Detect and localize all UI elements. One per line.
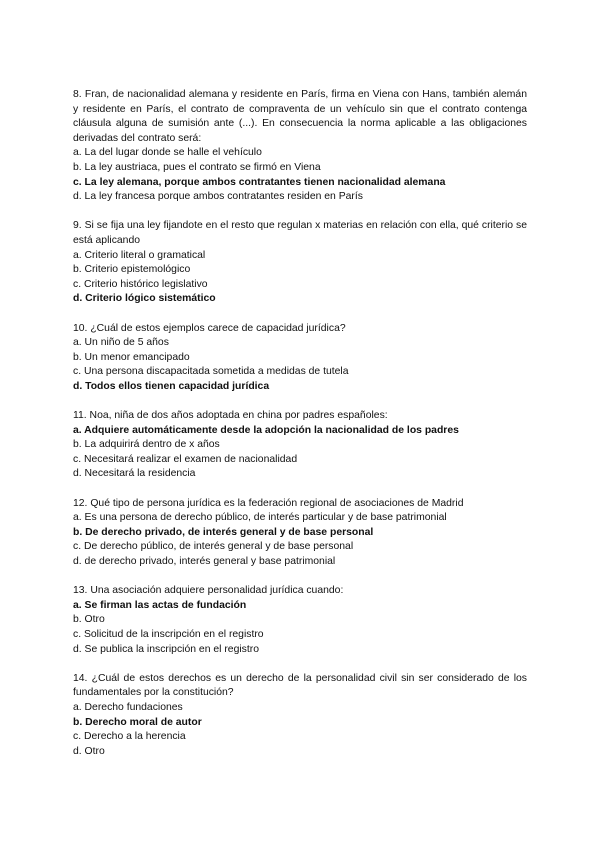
option-d: d. de derecho privado, interés general y base patrimonial: [73, 556, 336, 567]
option-c: c. Derecho a la herencia: [73, 731, 186, 743]
option-c: c. Solicitud de la inscripción en el registro: [73, 628, 264, 640]
question-13: [73, 584, 527, 657]
question-text: 13. Una asociación adquiere personalidad jurídica cuando:: [73, 585, 344, 597]
option-c: c. Criterio histórico legislativo: [73, 278, 208, 290]
question-14: [73, 672, 527, 760]
option-d: d. Todos ellos tienen capacidad jurídica: [73, 380, 270, 392]
option-c: c. Necesitará realizar el examen de nacionalidad: [73, 453, 298, 465]
option-d: d. La ley francesa porque ambos contratantes residen en París: [73, 191, 363, 203]
option-b: b. Derecho moral de autor: [73, 716, 202, 728]
option-c: c. La ley alemana, porque ambos contratantes tienen nacionalidad alemana: [73, 176, 446, 188]
question-11: [73, 409, 527, 482]
question-text: 9. Si se fija una ley fijandote en el resto que regulan x materias en relación con ella, qué criterio se está aplicando: [73, 220, 527, 246]
option-b: b. De derecho privado, de interés general y de base personal: [73, 526, 374, 538]
question-text: 14. ¿Cuál de estos derechos es un derecho de la personalidad civil sin ser considerado de los fundamentales por la constitución?: [73, 672, 527, 699]
question-text: 11. Noa, niña de dos años adoptada en china por padres españoles:: [73, 410, 388, 422]
option-d: d. Criterio lógico sistemático: [73, 293, 216, 305]
option-a: a. Derecho fundaciones: [73, 701, 183, 713]
question-text: 10. ¿Cuál de estos ejemplos carece de capacidad jurídica?: [73, 322, 346, 334]
question-text: 12. Qué tipo de persona jurídica es la federación regional de asociaciones de Madrid: [73, 497, 464, 509]
option-b: b. La ley austriaca, pues el contrato se firmó en Viena: [73, 161, 321, 173]
option-a: a. Un niño de 5 años: [73, 337, 169, 349]
option-d: d. Otro: [73, 745, 105, 757]
option-a: a. Adquiere automáticamente desde la adopción la nacionalidad de los padres: [73, 424, 459, 436]
question-12: [73, 497, 527, 570]
option-d: d. Necesitará la residencia: [73, 468, 196, 480]
option-d: d. Se publica la inscripción en el registro: [73, 643, 259, 655]
option-a: a. La del lugar donde se halle el vehículo: [73, 147, 262, 159]
option-a: a. Criterio literal o gramatical: [73, 249, 206, 261]
question-list: [73, 88, 527, 774]
option-a: a. Se firman las actas de fundación: [73, 599, 247, 611]
option-c: c. Una persona discapacitada sometida a medidas de tutela: [73, 366, 349, 378]
option-b: b. Otro: [73, 614, 105, 626]
option-c: c. De derecho público, de interés general y de base personal: [73, 541, 354, 553]
option-b: b. Un menor emancipado: [73, 351, 190, 363]
option-b: b. Criterio epistemológico: [73, 264, 191, 276]
question-10: [73, 322, 527, 395]
option-b: b. La adquirirá dentro de x años: [73, 439, 220, 451]
question-text: 8. Fran, de nacionalidad alemana y residente en París, firma en Viena con Hans, también alemán y residente en París, el contrato de compraventa de un vehículo sin que el contrato contenga cláusula alguna de sumisión ante (...). En consecuencia la norma aplicable a las obligaciones derivadas del contrato será:: [73, 89, 527, 144]
question-9: [73, 219, 527, 307]
question-8: [73, 88, 527, 205]
option-a: a. Es una persona de derecho público, de interés particular y de base patrimonial: [73, 512, 447, 524]
